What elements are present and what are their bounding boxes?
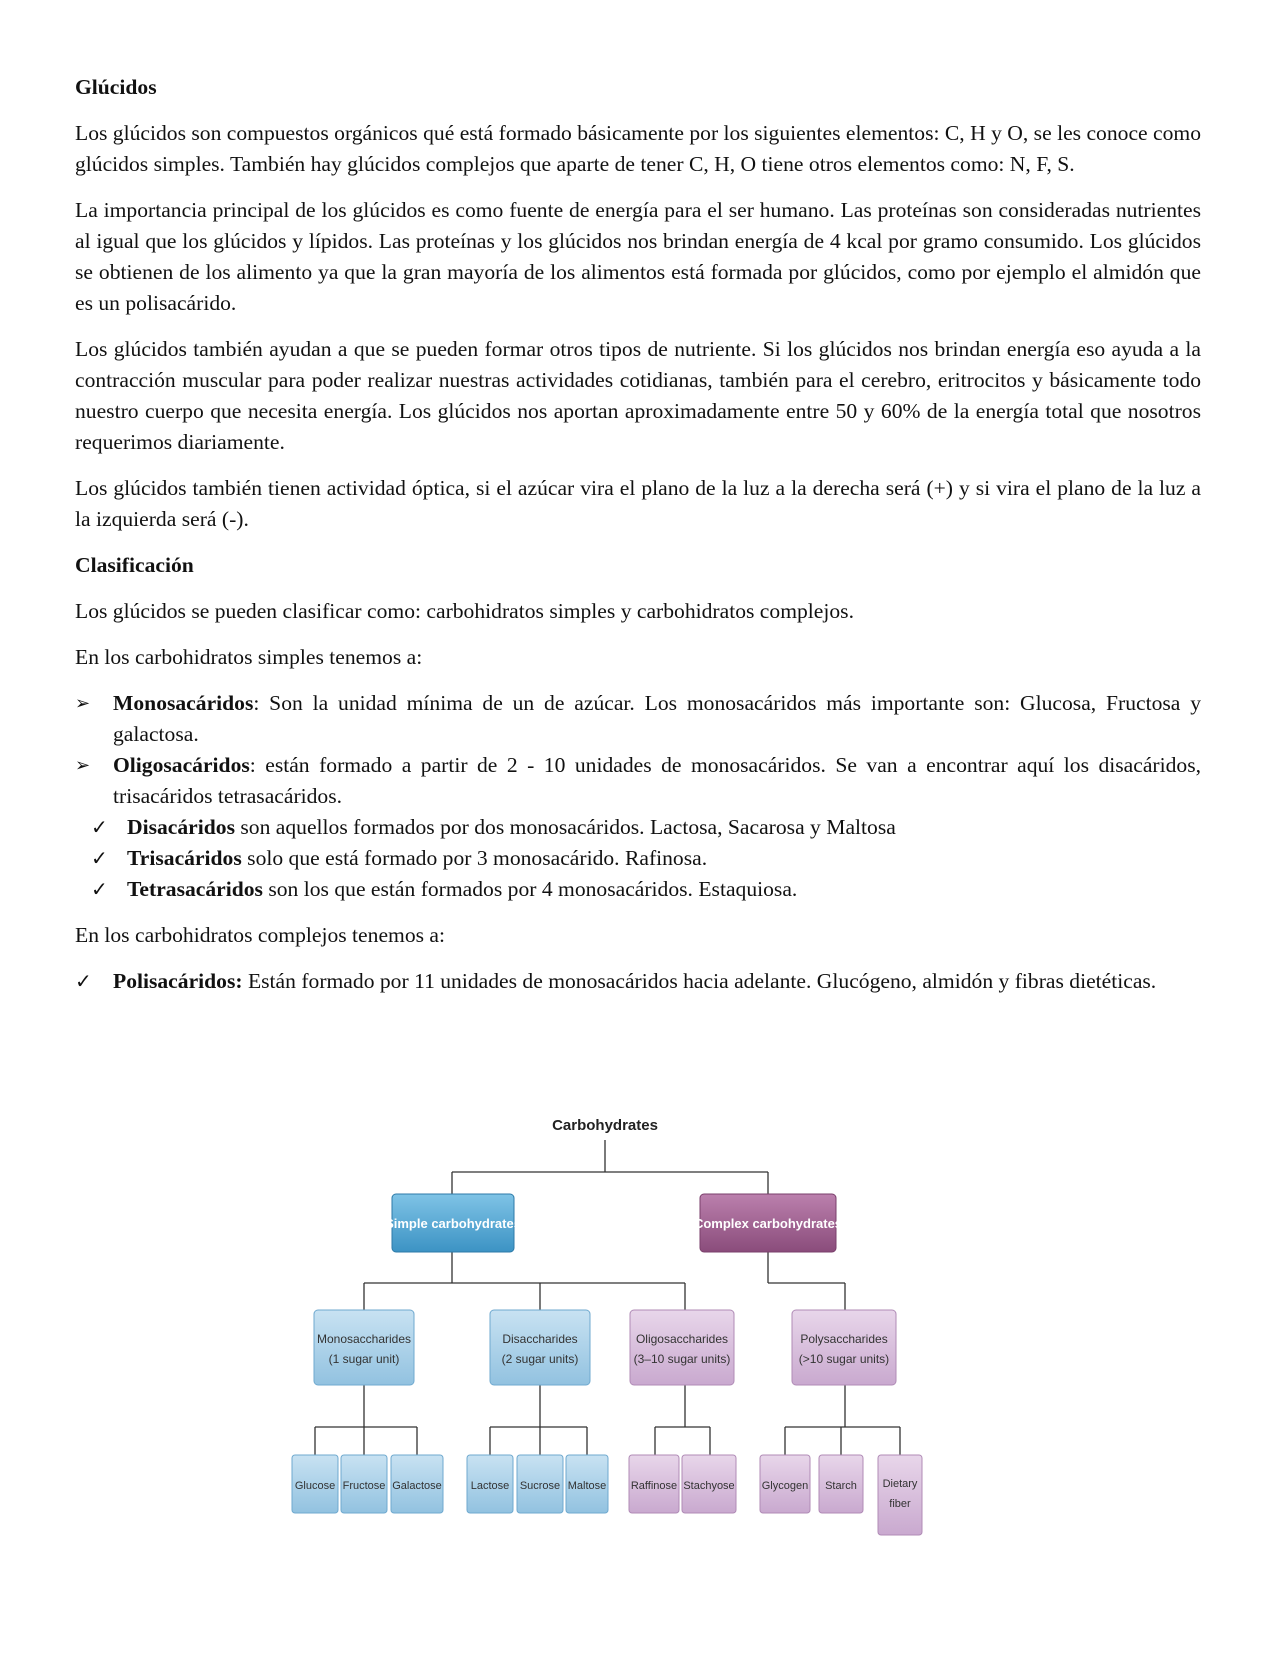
group-line1: Oligosaccharides	[635, 1332, 729, 1346]
section-title-clasificacion: Clasificación	[75, 553, 194, 577]
complex-carbohydrates-box	[694, 1194, 842, 1252]
monosaccharides-box	[314, 1310, 414, 1385]
carbohydrates-diagram	[294, 1110, 980, 1580]
list-item	[75, 750, 1201, 812]
oligosaccharides-box	[630, 1310, 734, 1385]
group-line2: (>10 sugar units)	[798, 1352, 890, 1366]
paragraph: Los glúcidos son compuestos orgánicos qué está formado básicamente por los siguientes elementos: C, H y O, se les conoce como glúcidos simples. También hay glúcidos complejos que aparte de tener C, H, O tiene otros elementos como: N, F, S.	[75, 121, 1201, 176]
complex-label: Complex carbohydrates	[693, 1216, 843, 1231]
leaf-label: Glycogen	[761, 1480, 809, 1492]
list-term: Tetrasacáridos	[127, 877, 263, 901]
leaf-glycogen	[760, 1455, 810, 1513]
arrow-bullet-icon: ➢	[75, 693, 91, 714]
leaf-label: Lactose	[470, 1480, 510, 1492]
disaccharides-box	[490, 1310, 590, 1385]
leaf-label: Stachyose	[683, 1480, 735, 1492]
leaf-label: Fructose	[342, 1480, 386, 1492]
paragraph: Los glúcidos se pueden clasificar como: carbohidratos simples y carbohidratos complejos.	[75, 599, 854, 623]
simple-carbs-list	[75, 688, 1201, 905]
list-item	[75, 874, 1201, 905]
group-line2: (2 sugar units)	[501, 1352, 579, 1366]
paragraph: En los carbohidratos simples tenemos a:	[75, 645, 423, 669]
leaf-label: Starch	[825, 1480, 857, 1492]
leaf-label: Galactose	[392, 1480, 442, 1492]
list-term: Polisacáridos:	[113, 969, 243, 993]
list-item	[75, 843, 1201, 874]
list-term: Disacáridos	[127, 815, 235, 839]
leaf-starch	[819, 1455, 863, 1513]
paragraph: Los glúcidos también ayudan a que se pueden formar otros tipos de nutriente. Si los glúcidos nos brindan energía eso ayuda a la contracción muscular para poder realizar nuestras actividades cotidianas, también para el cerebro, eritrocitos y básicamente todo nuestro cuerpo que necesita energía. Los glúcidos nos aportan aproximadamente entre 50 y 60% de la energía total que nosotros requerimos diariamente.	[75, 337, 1201, 454]
leaf-label: fiber	[889, 1498, 911, 1510]
list-text: : Son la unidad mínima de un de azúcar. Los monosacáridos más importante son: Glucosa, Fructosa y galactosa.	[113, 691, 1201, 746]
paragraph: Los glúcidos también tienen actividad óptica, si el azúcar vira el plano de la luz a la derecha será (+) y si vira el plano de la luz a la izquierda será (-).	[75, 476, 1201, 531]
root-label: Carbohydrates	[552, 1117, 658, 1134]
list-text: : están formado a partir de 2 - 10 unidades de monosacáridos. Se van a encontrar aquí los disacáridos, trisacáridos tetrasacáridos.	[113, 753, 1201, 808]
group-line1: Polysaccharides	[800, 1332, 888, 1346]
leaf-fructose	[341, 1455, 387, 1513]
list-item	[75, 966, 1201, 997]
diagram-svg	[294, 1110, 980, 1580]
checkmark-icon: ✓	[91, 815, 108, 839]
leaf-label: Dietary	[882, 1478, 918, 1490]
list-term: Trisacáridos	[127, 846, 242, 870]
group-line1: Disaccharides	[502, 1332, 578, 1346]
leaf-glucose	[292, 1455, 338, 1513]
checkmark-icon: ✓	[75, 969, 92, 993]
leaf-label: Glucose	[294, 1480, 336, 1492]
list-text: Están formado por 11 unidades de monosacáridos hacia adelante. Glucógeno, almidón y fibras dietéticas.	[242, 969, 1157, 993]
group-line2: (1 sugar unit)	[328, 1352, 400, 1366]
list-text: son los que están formados por 4 monosacáridos. Estaquiosa.	[262, 877, 798, 901]
list-term: Monosacáridos	[113, 691, 254, 715]
connector-lines	[315, 1140, 900, 1455]
leaf-label: Sucrose	[519, 1480, 561, 1492]
checkmark-icon: ✓	[91, 877, 108, 901]
leaf-galactose	[391, 1455, 443, 1513]
list-text: solo que está formado por 3 monosacárido. Rafinosa.	[241, 846, 708, 870]
document-page	[75, 72, 1201, 1012]
leaf-label: Raffinose	[630, 1480, 678, 1492]
polysaccharides-box	[792, 1310, 896, 1385]
leaf-lactose	[467, 1455, 513, 1513]
leaf-stachyose	[682, 1455, 736, 1513]
group-line1: Monosaccharides	[316, 1332, 412, 1346]
leaf-dietary-fiber	[878, 1455, 922, 1535]
leaf-maltose	[566, 1455, 608, 1513]
leaf-raffinose	[629, 1455, 679, 1513]
list-item	[75, 812, 1201, 843]
complex-carbs-list	[75, 966, 1201, 997]
group-line2: (3–10 sugar units)	[633, 1352, 731, 1366]
section-title-glucidos: Glúcidos	[75, 75, 157, 99]
checkmark-icon: ✓	[91, 846, 108, 870]
list-text: son aquellos formados por dos monosacáridos. Lactosa, Sacarosa y Maltosa	[234, 815, 896, 839]
simple-carbohydrates-box	[385, 1194, 521, 1252]
paragraph: La importancia principal de los glúcidos es como fuente de energía para el ser humano. Las proteínas son consideradas nutrientes al igual que los glúcidos y lípidos. Las proteínas y los glúcidos nos brindan energía de 4 kcal por gramo consumido. Los glúcidos se obtienen de los alimento ya que la gran mayoría de los alimentos está formada por glúcidos, como por ejemplo el almidón que es un polisacárido.	[75, 198, 1201, 315]
list-item	[75, 688, 1201, 750]
leaf-sucrose	[517, 1455, 563, 1513]
arrow-bullet-icon: ➢	[75, 755, 91, 776]
paragraph: En los carbohidratos complejos tenemos a:	[75, 923, 446, 947]
leaf-label: Maltose	[567, 1480, 607, 1492]
simple-label: Simple carbohydrates	[385, 1216, 521, 1231]
list-term: Oligosacáridos	[113, 753, 250, 777]
